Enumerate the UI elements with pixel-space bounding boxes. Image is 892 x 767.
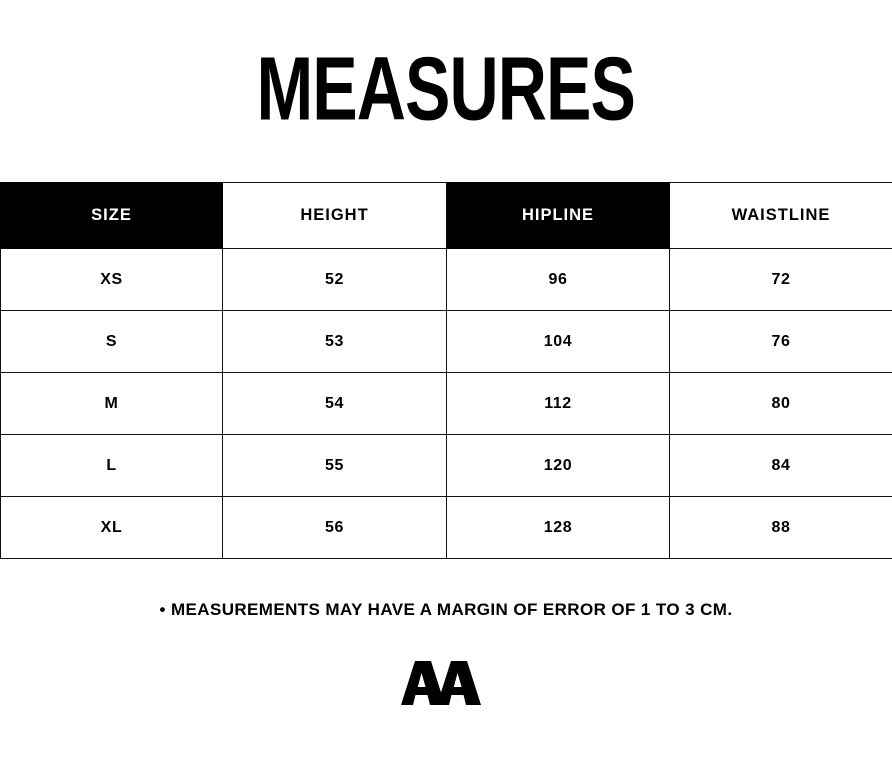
- measurements-table-wrapper: [0, 182, 892, 559]
- cell-waistline: 76: [670, 311, 892, 373]
- table-row: [1, 311, 892, 373]
- table-row: [1, 249, 892, 311]
- cell-hipline: 120: [447, 435, 670, 497]
- cell-hipline: 104: [447, 311, 670, 373]
- cell-waistline: 88: [670, 497, 892, 559]
- column-header-waistline: WAISTLINE: [670, 183, 892, 249]
- table-row: [1, 435, 892, 497]
- cell-size: XL: [1, 497, 223, 559]
- table-row: [1, 373, 892, 435]
- cell-height: 54: [223, 373, 447, 435]
- cell-size: XS: [1, 249, 223, 311]
- cell-size: L: [1, 435, 223, 497]
- measurements-table: [0, 182, 892, 559]
- column-header-hipline: HIPLINE: [447, 183, 670, 249]
- cell-size: M: [1, 373, 223, 435]
- cell-size: S: [1, 311, 223, 373]
- cell-waistline: 80: [670, 373, 892, 435]
- table-header-row: [1, 183, 892, 249]
- cell-hipline: 96: [447, 249, 670, 311]
- cell-waistline: 72: [670, 249, 892, 311]
- cell-height: 52: [223, 249, 447, 311]
- brand-logo: [401, 659, 491, 707]
- margin-of-error-note: • MEASUREMENTS MAY HAVE A MARGIN OF ERROR OF 1 TO 3 CM.: [159, 600, 733, 619]
- cell-hipline: 128: [447, 497, 670, 559]
- page-title: MEASURES: [256, 37, 636, 140]
- aa-logo-icon: [401, 659, 491, 707]
- cell-waistline: 84: [670, 435, 892, 497]
- column-header-height: HEIGHT: [223, 183, 447, 249]
- table-body: [1, 249, 892, 559]
- cell-height: 56: [223, 497, 447, 559]
- table-header: [1, 183, 892, 249]
- column-header-size: SIZE: [1, 183, 223, 249]
- table-row: [1, 497, 892, 559]
- cell-hipline: 112: [447, 373, 670, 435]
- cell-height: 53: [223, 311, 447, 373]
- cell-height: 55: [223, 435, 447, 497]
